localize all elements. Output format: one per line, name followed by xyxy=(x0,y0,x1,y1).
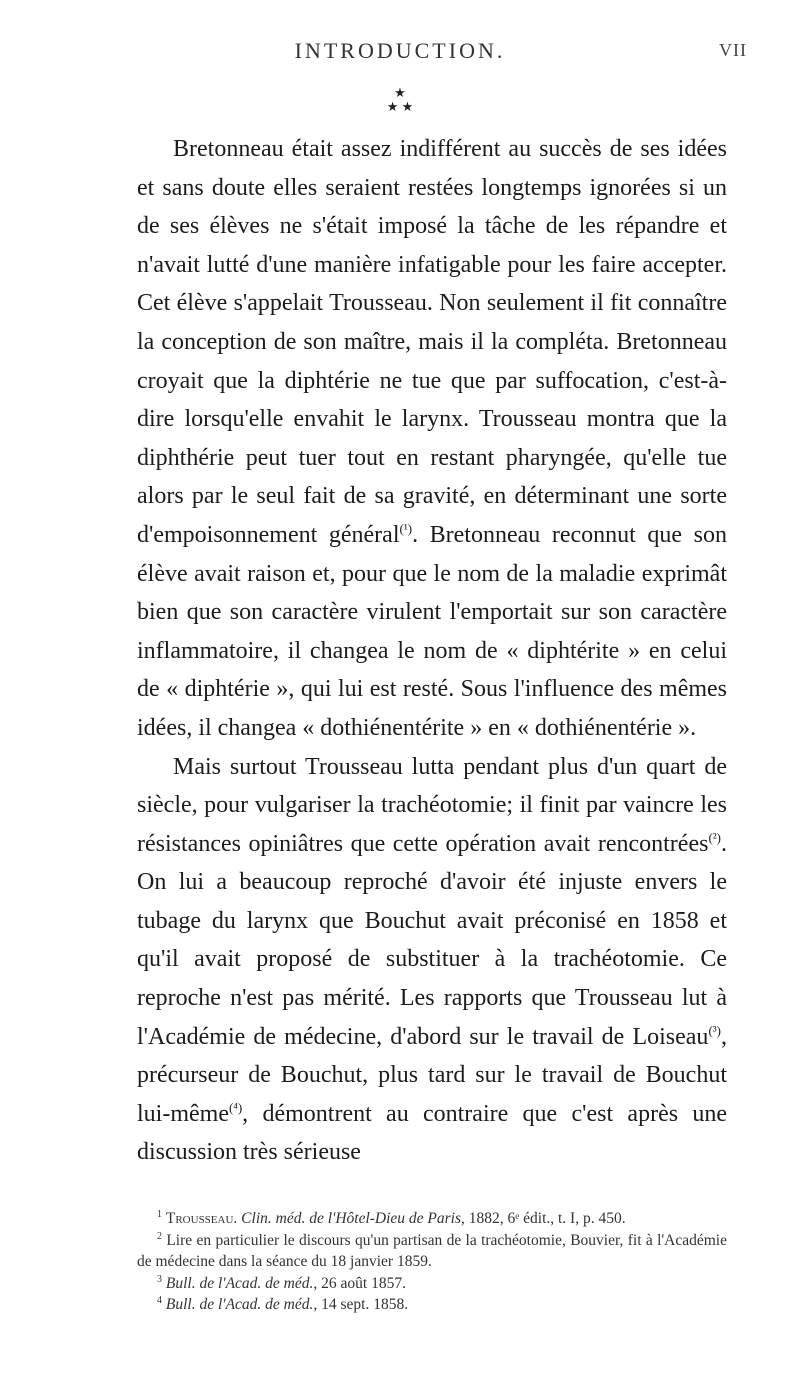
separator-star-top: ★ xyxy=(394,85,406,100)
paragraph-1-text-b: . Bretonneau reconnut que son élève avait raison et, pour que le nom de la maladie exprimât bien que son caractère virulent l'emportait sur son caractère inflammatoire, il changea le nom de « diphtérite » en celui de « diphtérie », qui lui est resté. Sous l'influence des mêmes idées, il changea « dothiénentérite » en « dothiénentérie ». xyxy=(137,521,727,741)
footnote-2-text: Lire en particulier le discours qu'un partisan de la trachéotomie, Bouvier, fit à l'Académie de médecine dans la séance du 18 janvier 1859. xyxy=(137,1231,727,1270)
footnote-1-rest: , 1882, 6ᵉ édit., t. I, p. 450. xyxy=(461,1210,626,1227)
paragraph-1 xyxy=(137,130,727,748)
footnote-4 xyxy=(137,1294,727,1316)
footnote-2 xyxy=(137,1230,727,1273)
footnote-ref-2: (²) xyxy=(708,829,721,845)
paragraph-2 xyxy=(137,748,727,1173)
footnote-3-rest: , 26 août 1857. xyxy=(313,1274,406,1292)
running-header xyxy=(0,38,800,68)
running-title: INTRODUCTION. xyxy=(294,38,506,63)
footnote-4-rest: , 14 sept. 1858. xyxy=(313,1296,409,1313)
footnote-1-number: 1 xyxy=(157,1208,162,1220)
separator-stars-bottom: ★ ★ xyxy=(386,99,414,114)
footnote-1 xyxy=(137,1208,727,1230)
paragraph-2-text-a: Mais surtout Trousseau lutta pendant plus d'un quart de siècle, pour vulgariser la trachéotomie; il finit par vaincre les résistances opiniâtres que cette opération avait rencontrées xyxy=(137,753,727,857)
footnote-ref-3: (³) xyxy=(708,1022,721,1038)
footnote-ref-1: (¹) xyxy=(399,520,413,536)
footnote-3 xyxy=(137,1273,727,1295)
footnote-1-author: Trousseau. xyxy=(165,1210,238,1227)
page-number: VII xyxy=(719,40,747,60)
footnotes xyxy=(137,1208,727,1316)
footnote-3-title: Bull. de l'Acad. de méd. xyxy=(165,1274,314,1292)
body-text xyxy=(137,130,727,1172)
section-separator xyxy=(0,86,800,114)
paragraph-2-text-c: , précurseur de Bouchut, plus tard sur le travail de Bouchut lui-même xyxy=(137,1023,727,1127)
paragraph-2-text-b: . On lui a beaucoup reproché d'avoir été injuste envers le tubage du larynx que Bouchut avait préconisé en 1858 et qu'il avait proposé de substituer à la trachéotomie. Ce reproche n'est pas mérité. Les rapports que Trousseau lut à l'Académie de médecine, d'abord sur le travail de Loiseau xyxy=(137,830,727,1050)
footnote-1-title: Clin. méd. de l'Hôtel-Dieu de Paris xyxy=(241,1210,462,1227)
paragraph-1-text-a: Bretonneau était assez indifférent au succès de ses idées et sans doute elles seraient restées longtemps ignorées si un de ses élèves ne s'était imposé la tâche de les répandre et n'avait lutté d'une manière infatigable pour les faire accepter. Cet élève s'appelait Trousseau. Non seulement il fit connaître la conception de son maître, mais il la compléta. Bretonneau croyait que la diphtérie ne tue que par suffocation, c'est-à-dire lorsqu'elle envahit le larynx. Trousseau montra que la diphthérie peut tuer tout en restant pharyngée, qu'elle tue alors par le seul fait de sa gravité, en déterminant une sorte d'empoisonnement général xyxy=(137,136,727,548)
footnote-3-number: 3 xyxy=(157,1273,162,1285)
footnote-ref-4: (⁴) xyxy=(228,1099,243,1115)
footnote-2-number: 2 xyxy=(157,1230,162,1242)
footnote-4-number: 4 xyxy=(157,1294,162,1306)
footnote-4-title: Bull. de l'Acad. de méd. xyxy=(165,1296,314,1313)
paragraph-2-text-d: , démontrent au contraire que c'est après une discussion très sérieuse xyxy=(137,1100,727,1166)
